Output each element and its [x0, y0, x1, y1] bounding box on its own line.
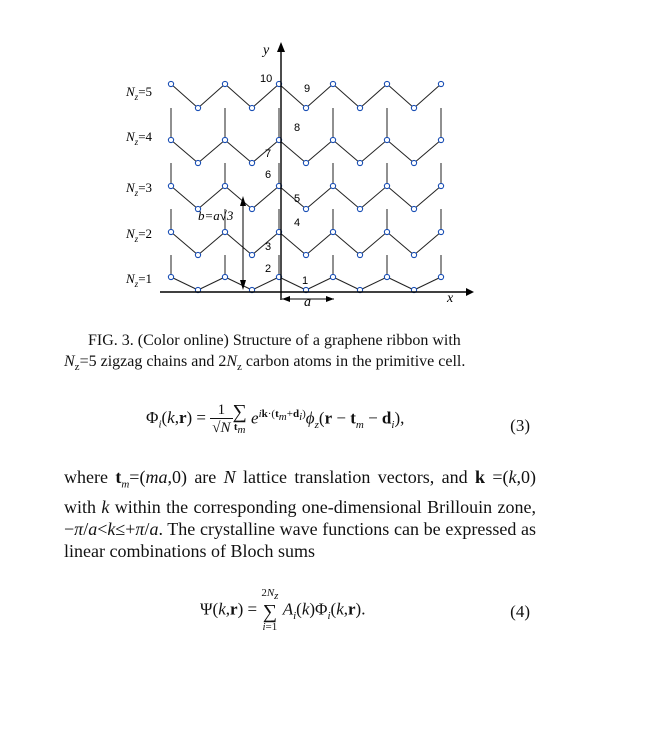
lattice-bonds — [171, 84, 441, 290]
bond — [225, 140, 252, 163]
carbon-atom — [303, 160, 308, 165]
caption-text-2: =5 zigzag chains and 2 — [79, 353, 227, 370]
figure-caption — [64, 330, 536, 378]
carbon-atom — [384, 183, 389, 188]
y-axis-label: y — [263, 43, 270, 58]
carbon-atom — [249, 105, 254, 110]
carbon-atom — [249, 252, 254, 257]
bond — [198, 277, 225, 290]
chain-label-4: $N_z=4$ — [126, 129, 153, 147]
equation-4-number: (4) — [510, 602, 530, 621]
carbon-atom — [330, 183, 335, 188]
carbon-atom — [384, 81, 389, 86]
bond — [414, 232, 441, 255]
atom-number-9: 9 — [304, 83, 311, 95]
carbon-atom — [303, 252, 308, 257]
caption-nz-1: N — [64, 353, 75, 370]
caption-text-1: (Color online) Structure of a graphene ribbon with — [137, 332, 461, 349]
bond — [333, 232, 360, 255]
bond — [414, 277, 441, 290]
chain-label-3: $N_z=3$ — [126, 180, 153, 198]
b-label: b=a√3 — [198, 208, 234, 223]
carbon-atom — [411, 105, 416, 110]
bond — [252, 186, 279, 209]
carbon-atom — [168, 229, 173, 234]
atom-number-6: 6 — [265, 169, 272, 181]
bond — [387, 140, 414, 163]
b-arrow-top — [240, 196, 246, 206]
carbon-atom — [384, 229, 389, 234]
carbon-atom — [438, 137, 443, 142]
chain-labels — [125, 84, 153, 289]
carbon-atom — [357, 252, 362, 257]
carbon-atom — [411, 160, 416, 165]
carbon-atom — [357, 160, 362, 165]
bond — [198, 84, 225, 108]
atom-number-1: 1 — [302, 275, 309, 287]
bond — [360, 232, 387, 255]
bond — [171, 186, 198, 209]
caption-label: FIG. 3. — [88, 332, 134, 349]
bond — [333, 84, 360, 108]
carbon-atom — [384, 137, 389, 142]
carbon-atom — [195, 252, 200, 257]
bond — [333, 277, 360, 290]
bond — [252, 277, 279, 290]
atom-number-10: 10 — [260, 73, 273, 85]
caption-nz-2: N — [226, 353, 237, 370]
carbon-atom — [438, 183, 443, 188]
carbon-atom — [330, 274, 335, 279]
graphene-ribbon-figure — [0, 0, 650, 320]
bond — [252, 84, 279, 108]
carbon-atom — [222, 274, 227, 279]
carbon-atom — [168, 274, 173, 279]
bond — [360, 186, 387, 209]
a-label: a — [304, 295, 311, 310]
caption-nz-1-sub: z — [74, 361, 80, 374]
carbon-atom — [303, 105, 308, 110]
chain-label-2: $N_z=2$ — [126, 226, 153, 244]
bond — [198, 140, 225, 163]
bond — [225, 186, 252, 209]
carbon-atom — [384, 274, 389, 279]
lattice-atoms — [168, 81, 443, 292]
y-axis-arrow — [277, 42, 285, 52]
carbon-atom — [330, 137, 335, 142]
bond — [279, 140, 306, 163]
bond — [306, 277, 333, 290]
bond — [333, 140, 360, 163]
bond — [198, 232, 225, 255]
caption-text-3: carbon atoms in the primitive cell. — [241, 353, 466, 370]
equation-3 — [64, 402, 536, 458]
bond — [414, 84, 441, 108]
bond — [306, 186, 333, 209]
bond — [279, 186, 306, 209]
a-arrow-right — [326, 296, 334, 302]
carbon-atom — [168, 81, 173, 86]
carbon-atom — [411, 206, 416, 211]
bond — [333, 186, 360, 209]
carbon-atom — [249, 160, 254, 165]
carbon-atom — [330, 81, 335, 86]
x-axis-arrow — [466, 288, 474, 296]
carbon-atom — [411, 252, 416, 257]
bond — [387, 84, 414, 108]
bond — [306, 232, 333, 255]
equation-4-body: Ψ(k,r) = $2N_z$ ∑ i=1 $A_i(k)\Phi_i(k,r)$. — [200, 587, 366, 634]
chain-label-1: $N_z=1$ — [126, 271, 153, 289]
x-axis-label: x — [447, 291, 454, 306]
bond — [279, 232, 306, 255]
carbon-atom — [438, 229, 443, 234]
bond — [414, 140, 441, 163]
equation-3-body: $\Phi_i(k,r)$ = $\frac{1}{√N}$ ∑ $t_m$ $e^{ik\cdot(t_m+d_i)}\phi_z(r - t_m - d_i)$, — [146, 401, 405, 437]
bond — [387, 232, 414, 255]
bond — [306, 140, 333, 163]
atom-number-4: 4 — [294, 217, 301, 229]
atom-number-3: 3 — [265, 241, 272, 253]
chain-label-5: $N_z=5$ — [126, 84, 153, 102]
bond — [279, 84, 306, 108]
bond — [360, 277, 387, 290]
bond — [360, 84, 387, 108]
bond — [171, 232, 198, 255]
bond — [225, 232, 252, 255]
carbon-atom — [438, 274, 443, 279]
equation-3-number: (3) — [510, 416, 530, 435]
bond — [198, 186, 225, 209]
carbon-atom — [168, 137, 173, 142]
body-paragraph: where $t_m=(ma,0)$ are N lattice translation vectors, and k =(k,0) with k within the corresponding one-dimensional Brillouin zone, −π/a<k≤+π/a. The crystalline wave functions can be expressed as linear combinations of Bloch sums — [64, 467, 537, 561]
bond — [171, 277, 198, 290]
bond — [171, 84, 198, 108]
bond — [387, 186, 414, 209]
bond — [414, 186, 441, 209]
carbon-atom — [357, 206, 362, 211]
equation-4 — [64, 588, 536, 648]
carbon-atom — [222, 183, 227, 188]
bond — [360, 140, 387, 163]
atom-number-2: 2 — [265, 263, 272, 275]
carbon-atom — [330, 229, 335, 234]
carbon-atom — [249, 206, 254, 211]
carbon-atom — [222, 137, 227, 142]
carbon-atom — [303, 206, 308, 211]
carbon-atom — [222, 229, 227, 234]
carbon-atom — [195, 105, 200, 110]
a-arrow-left — [282, 296, 290, 302]
carbon-atom — [438, 81, 443, 86]
carbon-atom — [195, 160, 200, 165]
carbon-atom — [357, 105, 362, 110]
carbon-atom — [222, 81, 227, 86]
bond — [171, 140, 198, 163]
atom-number-7: 7 — [265, 148, 272, 160]
bond — [225, 84, 252, 108]
carbon-atom — [168, 183, 173, 188]
atom-number-5: 5 — [294, 193, 301, 205]
caption-nz-2-sub: z — [236, 361, 242, 374]
bond — [387, 277, 414, 290]
atom-number-8: 8 — [294, 122, 301, 134]
bond — [225, 277, 252, 290]
